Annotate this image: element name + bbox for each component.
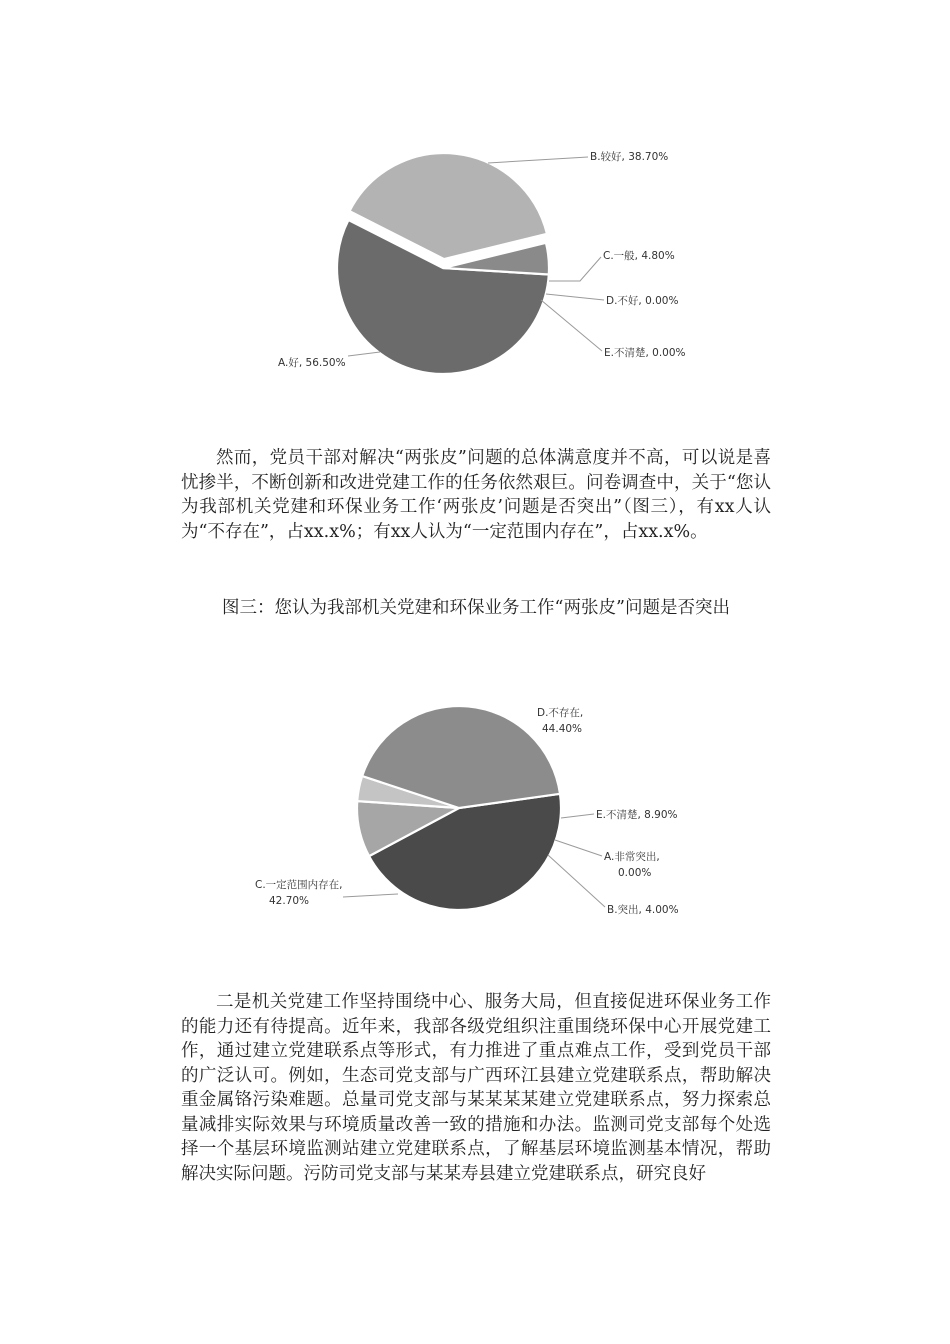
pie-chart-two-skins: [255, 706, 679, 916]
leader-line-2-a: [555, 840, 602, 856]
slice-label-2-a: A.非常突出, 0.00%: [604, 851, 660, 879]
leader-line-1-d: [546, 294, 604, 300]
slice-label-1-c: C.一般, 4.80%: [603, 250, 675, 262]
slice-label-1-e: E.不清楚, 0.00%: [604, 347, 686, 359]
slice-label-2-e: E.不清楚, 8.90%: [596, 809, 678, 821]
leader-line-1-b: [488, 157, 588, 163]
leader-line-2-b: [548, 855, 605, 907]
slice-label-2-c: C.一定范围内存在, 42.70%: [255, 879, 343, 907]
slice-label-2-b: B.突出, 4.00%: [607, 904, 679, 916]
figure3-caption: 图三：您认为我部机关党建和环保业务工作“两张皮”问题是否突出: [222, 598, 730, 618]
slice-label-1-a: A.好, 56.50%: [278, 357, 346, 369]
leader-line-1-a: [348, 352, 380, 356]
pie-chart-satisfaction: [278, 150, 686, 374]
leader-line-1-c: [549, 257, 601, 281]
leader-line-1-e: [541, 300, 602, 351]
paragraph-satisfaction: 然而，党员干部对解决“两张皮”问题的总体满意度并不高，可以说是喜忧掺半，不断创新和改进党建工作的任务依然艰巨。问卷调查中，关于“您认为我部机关党建和环保业务工作‘两张皮’问题是否突出”（图三），有xx人认为“不存在”，占xx.x%；有xx人认为“一定范围内存在”，占xx.x%。: [181, 448, 771, 542]
slice-label-1-b: B.较好, 38.70%: [590, 151, 669, 163]
slice-label-1-d: D.不好, 0.00%: [606, 295, 679, 307]
paragraph-party-building: 二是机关党建工作坚持围绕中心、服务大局，但直接促进环保业务工作的能力还有待提高。近年来，我部各级党组织注重围绕环保中心开展党建工作，通过建立党建联系点等形式，有力推进了重点难点工作，受到党员干部的广泛认可。例如，生态司党支部与广西环江县建立党建联系点，帮助解决重金属铬污染难题。总量司党支部与某某某某建立党建联系点，努力探索总量减排实际效果与环境质量改善一致的措施和办法。监测司党支部每个处选择一个基层环境监测站建立党建联系点，了解基层环境监测基本情况，帮助解决实际问题。污防司党支部与某某寿县建立党建联系点，研究良好: [181, 992, 771, 1184]
leader-line-2-e: [561, 814, 594, 818]
leader-line-2-c: [343, 894, 398, 897]
slice-label-2-d: D.不存在, 44.40%: [537, 707, 584, 735]
